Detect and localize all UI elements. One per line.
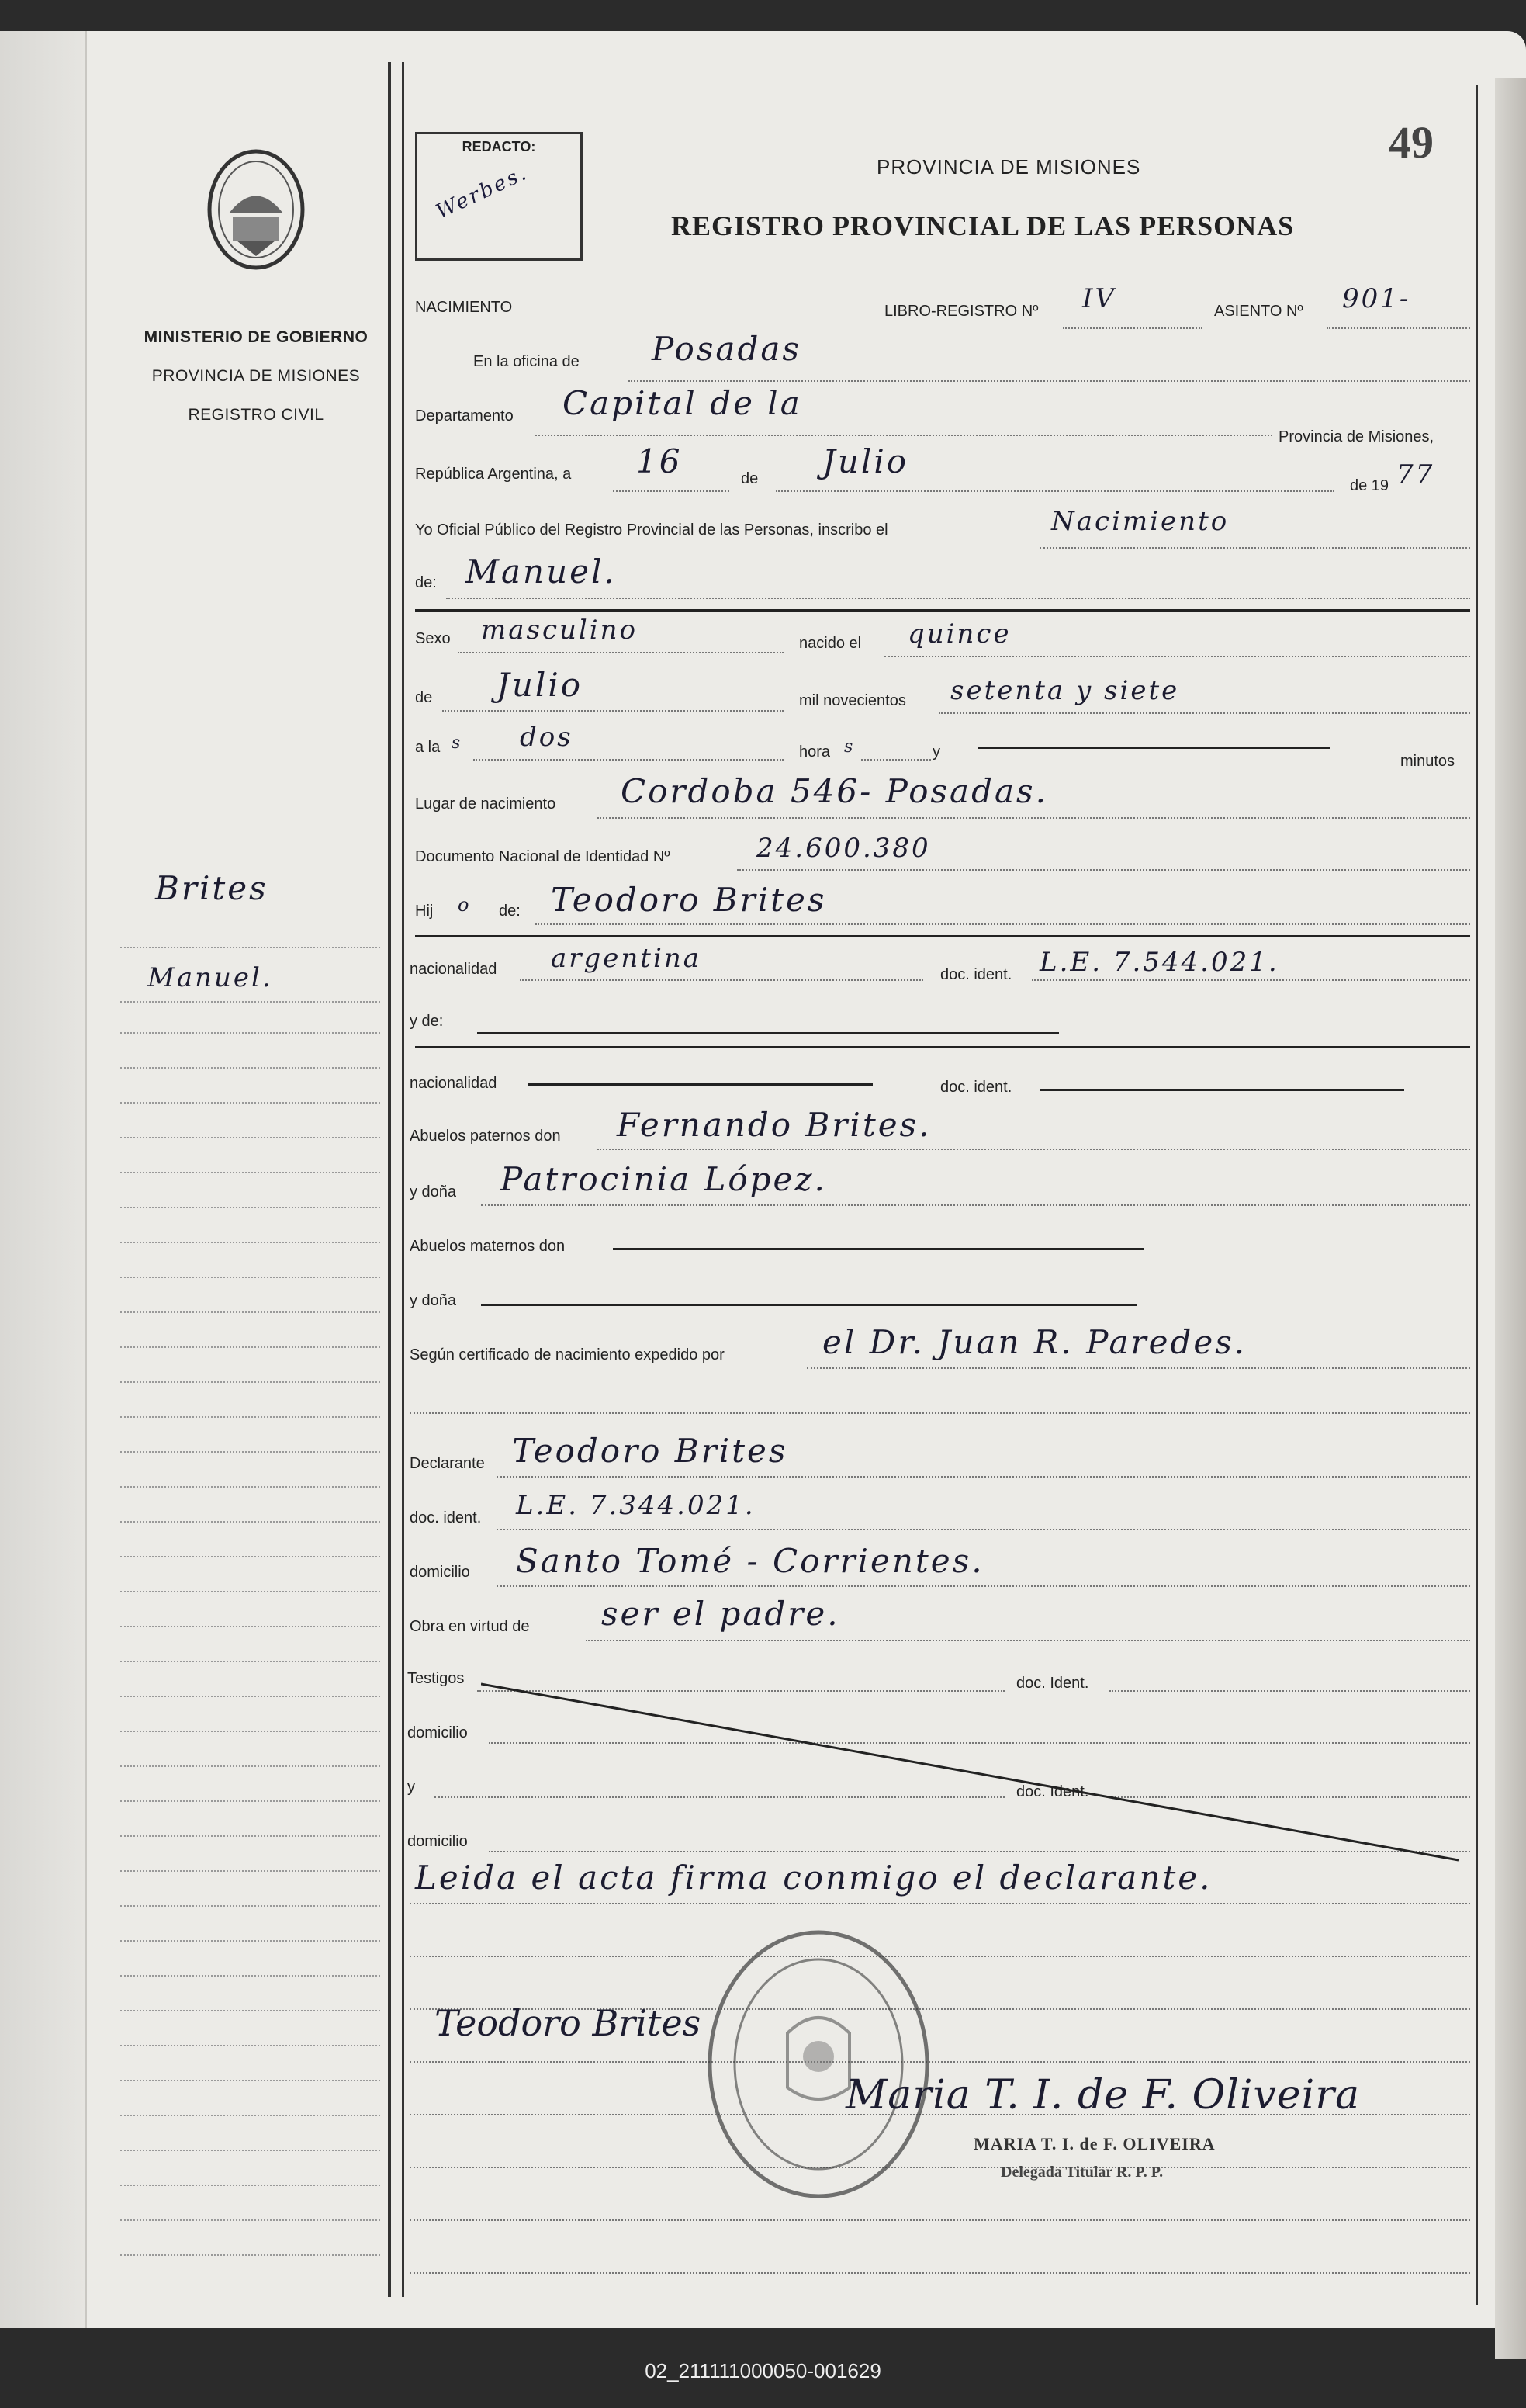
oficina-label: En la oficina de	[473, 353, 580, 370]
page-number: 49	[1389, 117, 1434, 168]
nac-value: argentina	[551, 943, 702, 974]
redacto-value: Werbes.	[432, 161, 532, 224]
y-label: y	[933, 743, 940, 761]
docident2-label: doc. ident.	[940, 1079, 1012, 1096]
asiento-label: ASIENTO Nº	[1214, 303, 1303, 320]
hij-value: o	[458, 894, 472, 916]
nac-label: nacionalidad	[410, 961, 497, 978]
abuelos-m-label: Abuelos maternos don	[410, 1238, 566, 1255]
padre-value: Teodoro Brites	[551, 881, 827, 919]
docident3-label: doc. ident.	[410, 1509, 482, 1526]
docident-label: doc. ident.	[940, 966, 1012, 983]
prov-misiones-label: Provincia de Misiones,	[1279, 428, 1434, 445]
abuelos-p-value: Fernando Brites.	[617, 1106, 932, 1144]
page-edge	[1495, 78, 1526, 2359]
ydona2-label: y doña	[410, 1292, 457, 1309]
docident-value: L.E. 7.544.021.	[1040, 947, 1279, 978]
ministry-province: PROVINCIA DE MISIONES	[151, 367, 361, 385]
mes2-value: Julio	[497, 666, 583, 704]
domicilio2-label: domicilio	[407, 1724, 468, 1741]
ydona-value: Patrocinia López.	[500, 1160, 827, 1198]
docident3-value: L.E. 7.344.021.	[516, 1490, 756, 1521]
dni-value: 24.600.380	[756, 833, 931, 864]
ydona-label: y doña	[410, 1183, 457, 1201]
officer-signature: Maria T. I. de F. Oliveira	[846, 2072, 1361, 2119]
mes-value: Julio	[822, 442, 909, 480]
header-province: PROVINCIA DE MISIONES	[877, 155, 1141, 178]
alas-label: a la	[415, 739, 441, 756]
officer-title: Delegada Titular R. P. P.	[1001, 2164, 1164, 2181]
obra-value: ser el padre.	[601, 1595, 840, 1633]
nacido-value: quince	[908, 618, 1012, 650]
domicilio3-label: domicilio	[407, 1833, 468, 1850]
binding-strip	[0, 31, 87, 2328]
hora-s: s	[844, 737, 856, 757]
ministry-registry: REGISTRO CIVIL	[188, 406, 324, 424]
de3-label: de	[415, 689, 433, 706]
index-name: Manuel.	[147, 962, 273, 993]
depto-label: Departamento	[415, 407, 514, 424]
lugar-label: Lugar de nacimiento	[415, 795, 556, 812]
nacido-label: nacido el	[799, 635, 862, 652]
domicilio-label: domicilio	[410, 1564, 470, 1581]
obra-label: Obra en virtud de	[410, 1618, 530, 1635]
left-rule-inner	[402, 62, 404, 2297]
nacimiento-label: NACIMIENTO	[415, 299, 513, 316]
leida-value: Leida el acta firma conmigo el declarante.	[415, 1859, 1213, 1897]
left-rule	[388, 62, 391, 2297]
declarante-value: Teodoro Brites	[512, 1432, 788, 1470]
yde-label: y de:	[410, 1013, 444, 1030]
declarante-label: Declarante	[410, 1455, 485, 1472]
officer-name: MARIA T. I. de F. OLIVEIRA	[974, 2134, 1216, 2153]
redacto-label: REDACTO:	[462, 139, 536, 154]
image-id-caption: 02_211111000050-001629	[645, 2359, 881, 2382]
right-rule	[1476, 85, 1478, 2305]
y2-label: y	[407, 1779, 415, 1796]
oficina-value: Posadas	[652, 330, 801, 368]
libro-value: IV	[1082, 283, 1116, 314]
nac2-label: nacionalidad	[410, 1075, 497, 1092]
de-19-label: de 19	[1350, 477, 1389, 494]
nombre-value: Manuel.	[465, 553, 617, 591]
de4-label: de:	[499, 903, 521, 920]
header-registry: REGISTRO PROVINCIAL DE LAS PERSONAS	[671, 210, 1295, 241]
hora-label: hora	[799, 743, 831, 761]
abuelos-p-label: Abuelos paternos don	[410, 1128, 561, 1145]
redacto-box	[415, 132, 583, 261]
inscribo-value: Nacimiento	[1051, 506, 1230, 537]
domicilio-value: Santo Tomé - Corrientes.	[516, 1542, 984, 1580]
alas-s: s	[452, 733, 463, 753]
sexo-value: masculino	[481, 615, 638, 646]
lugar-value: Cordoba 546- Posadas.	[621, 772, 1048, 810]
depto-value: Capital de la	[562, 384, 802, 422]
official-stamp-icon	[702, 1925, 935, 2204]
anio-value: 77	[1396, 459, 1435, 490]
mil-value: setenta y siete	[950, 675, 1180, 706]
minutos-label: minutos	[1400, 753, 1455, 770]
testigos-label: Testigos	[407, 1670, 465, 1687]
libro-label: LIBRO-REGISTRO Nº	[884, 303, 1039, 320]
declarante-signature: Teodoro Brites	[434, 2002, 701, 2044]
dia-value: 16	[636, 442, 683, 480]
de2-label: de:	[415, 574, 437, 591]
oficial-label: Yo Oficial Público del Registro Provincial de las Personas, inscribo el	[415, 521, 888, 539]
index-surname: Brites	[155, 869, 268, 907]
segun-label: Según certificado de nacimiento expedido por	[410, 1346, 725, 1363]
ministry-block	[124, 318, 388, 435]
docident5-label: doc. Ident.	[1016, 1783, 1089, 1800]
mil-label: mil novecientos	[799, 692, 906, 709]
provincial-seal-icon	[206, 147, 306, 272]
register-page	[0, 31, 1526, 2328]
republica-label: República Argentina, a	[415, 466, 572, 483]
asiento-value: 901-	[1342, 283, 1411, 314]
segun-value: el Dr. Juan R. Paredes.	[822, 1323, 1247, 1361]
docident4-label: doc. Ident.	[1016, 1675, 1089, 1692]
ministry-title: MINISTERIO DE GOBIERNO	[144, 328, 369, 346]
hij-label: Hij	[415, 903, 434, 920]
strike-line	[481, 1680, 1466, 1866]
sexo-label: Sexo	[415, 630, 451, 647]
dni-label: Documento Nacional de Identidad Nº	[415, 848, 670, 865]
hora-value: dos	[520, 722, 573, 753]
de-label: de	[741, 470, 759, 487]
